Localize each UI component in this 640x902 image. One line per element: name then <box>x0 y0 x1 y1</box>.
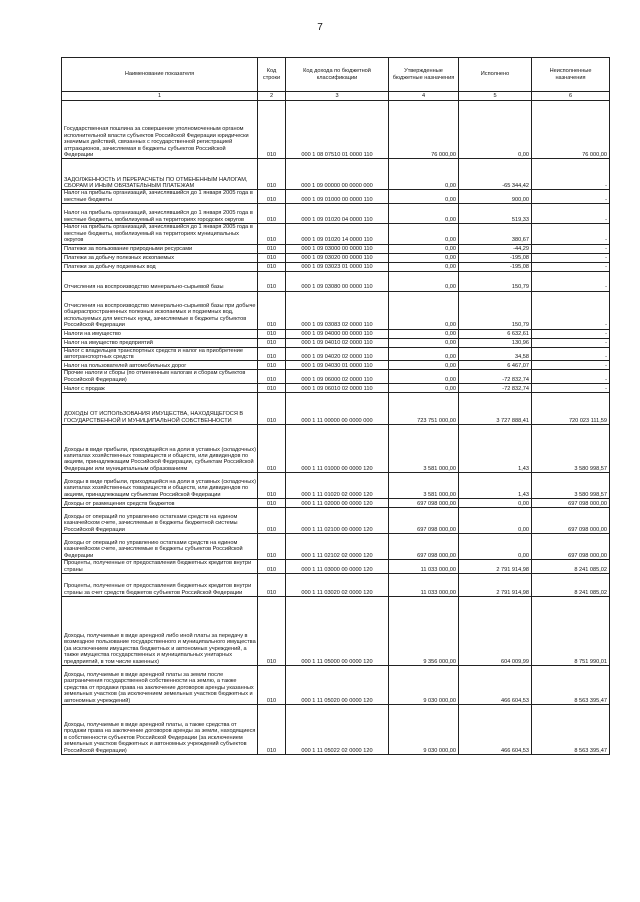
row-budget-code: 000 1 11 03020 02 0000 120 <box>286 574 389 597</box>
row-executed: 519,33 <box>459 204 532 224</box>
row-unexecuted: 8 563 395,47 <box>532 705 610 755</box>
row-budget-code: 000 1 11 00000 00 0000 000 <box>286 393 389 425</box>
row-budget-code: 000 1 09 03023 01 0000 110 <box>286 262 389 271</box>
row-line-code: 010 <box>258 393 286 425</box>
row-budget-code: 000 1 09 03080 00 0000 110 <box>286 271 389 291</box>
row-approved: 0,00 <box>389 291 459 329</box>
row-unexecuted: - <box>532 329 610 338</box>
row-name: Налог с продаж <box>62 384 258 393</box>
row-approved: 0,00 <box>389 384 459 393</box>
table-row <box>62 425 610 473</box>
row-budget-code: 000 1 09 04000 00 0000 110 <box>286 329 389 338</box>
row-budget-code: 000 1 09 03000 00 0000 110 <box>286 244 389 253</box>
row-unexecuted: - <box>532 347 610 361</box>
row-budget-code: 000 1 11 03000 00 0000 120 <box>286 560 389 574</box>
row-name: Платежи за добычу полезных ископаемых <box>62 253 258 262</box>
row-approved: 0,00 <box>389 338 459 347</box>
row-unexecuted: 8 751 990,01 <box>532 597 610 666</box>
row-unexecuted: 3 580 998,57 <box>532 473 610 499</box>
row-approved: 3 581 000,00 <box>389 473 459 499</box>
row-budget-code: 000 1 09 04030 01 0000 110 <box>286 361 389 370</box>
row-name: Налог на прибыль организаций, зачислявшийся до 1 января 2005 года в местные бюджеты, мобилизуемый на территориях городских округов <box>62 204 258 224</box>
header-line-code: Код строки <box>258 58 286 92</box>
table-row <box>62 393 610 425</box>
header-executed: Исполнено <box>459 58 532 92</box>
row-approved: 0,00 <box>389 224 459 244</box>
row-executed: 0,00 <box>459 499 532 508</box>
row-approved: 0,00 <box>389 329 459 338</box>
row-line-code: 010 <box>258 338 286 347</box>
row-unexecuted: 8 241 085,02 <box>532 574 610 597</box>
row-line-code: 010 <box>258 204 286 224</box>
header-approved: Утвержденные бюджетные назначения <box>389 58 459 92</box>
table-row <box>62 705 610 755</box>
row-name: Налог на прибыль организаций, зачислявшийся до 1 января 2005 года в местные бюджеты <box>62 190 258 204</box>
row-executed: 0,00 <box>459 508 532 534</box>
row-name: Налог на пользователей автомобильных дорог <box>62 361 258 370</box>
table-row <box>62 204 610 224</box>
row-line-code: 010 <box>258 384 286 393</box>
row-approved: 11 033 000,00 <box>389 560 459 574</box>
row-executed: -72 832,74 <box>459 384 532 393</box>
row-line-code: 010 <box>258 253 286 262</box>
row-approved: 0,00 <box>389 347 459 361</box>
row-approved: 0,00 <box>389 271 459 291</box>
header-classification-code: Код дохода по бюджетной классификации <box>286 58 389 92</box>
row-unexecuted: - <box>532 262 610 271</box>
row-budget-code: 000 1 08 07510 01 0000 110 <box>286 101 389 159</box>
row-name: Доходы в виде прибыли, приходящейся на доли в уставных (складочных) капиталах хозяйственных товариществ и обществ, или дивидендов по акциям, принадлежащим субъектам Российской Федерации <box>62 473 258 499</box>
row-unexecuted: - <box>532 244 610 253</box>
row-approved: 0,00 <box>389 159 459 190</box>
row-name: Платежи за добычу подземных вод <box>62 262 258 271</box>
row-name: Доходы в виде прибыли, приходящейся на доли в уставных (складочных) капиталах хозяйственных товариществ и обществ, или дивидендов по акциям, принадлежащим Российской Федерации, субъектам Российской Федерации или муниципальным образованиям <box>62 425 258 473</box>
row-budget-code: 000 1 11 01020 02 0000 120 <box>286 473 389 499</box>
table-row <box>62 560 610 574</box>
row-line-code: 010 <box>258 291 286 329</box>
row-line-code: 010 <box>258 101 286 159</box>
row-budget-code: 000 1 11 05020 00 0000 120 <box>286 666 389 705</box>
row-name: Налог на имущество предприятий <box>62 338 258 347</box>
table-row <box>62 244 610 253</box>
row-approved: 0,00 <box>389 370 459 384</box>
table-row <box>62 101 610 159</box>
row-unexecuted: - <box>532 384 610 393</box>
row-budget-code: 000 1 11 02000 00 0000 120 <box>286 499 389 508</box>
row-name: ЗАДОЛЖЕННОСТЬ И ПЕРЕРАСЧЕТЫ ПО ОТМЕНЕННЫМ НАЛОГАМ, СБОРАМ И ИНЫМ ОБЯЗАТЕЛЬНЫМ ПЛАТЕЖАМ <box>62 159 258 190</box>
row-budget-code: 000 1 11 02100 00 0000 120 <box>286 508 389 534</box>
table-row <box>62 534 610 560</box>
row-executed: 150,79 <box>459 291 532 329</box>
row-approved: 723 751 000,00 <box>389 393 459 425</box>
row-name: Налог с владельцев транспортных средств и налог на приобретение автотранспортных средств <box>62 347 258 361</box>
row-line-code: 010 <box>258 666 286 705</box>
table-row <box>62 291 610 329</box>
row-executed: 0,00 <box>459 101 532 159</box>
budget-revenue-table <box>61 57 610 755</box>
row-line-code: 010 <box>258 370 286 384</box>
row-unexecuted: - <box>532 338 610 347</box>
row-executed: 900,00 <box>459 190 532 204</box>
column-number: 3 <box>286 92 389 101</box>
row-budget-code: 000 1 09 04020 02 0000 110 <box>286 347 389 361</box>
row-unexecuted: - <box>532 370 610 384</box>
row-line-code: 010 <box>258 262 286 271</box>
row-executed: 604 009,99 <box>459 597 532 666</box>
row-budget-code: 000 1 09 01000 00 0000 110 <box>286 190 389 204</box>
table-row <box>62 190 610 204</box>
row-name: Доходы, получаемые в виде арендной либо иной платы за передачу в возмездное пользование государственного и муниципального имущества (за исключением имущества бюджетных и автономных учреждений, а также имущества государственных и муниципальных унитарных предприятий, в том числе казенных) <box>62 597 258 666</box>
column-number-row <box>62 92 610 101</box>
table-row <box>62 271 610 291</box>
table-row <box>62 347 610 361</box>
header-name: Наименование показателя <box>62 58 258 92</box>
table-row <box>62 361 610 370</box>
table-row <box>62 370 610 384</box>
row-unexecuted: - <box>532 253 610 262</box>
row-unexecuted: 76 000,00 <box>532 101 610 159</box>
row-name: Доходы, получаемые в виде арендной платы за земли после разграничения государственной собственности на землю, а также средства от продажи права на заключение договоров аренды указанных земельных участков (за исключением земельных участков бюджетных и автономных учреждений) <box>62 666 258 705</box>
column-number: 4 <box>389 92 459 101</box>
row-name: Отчисления на воспроизводство минерально-сырьевой базы <box>62 271 258 291</box>
row-name: Государственная пошлина за совершение уполномоченным органом исполнительной власти субъектов Российской Федерации юридически значимых действий, связанных с государственной регистрацией аттракционов, зачисляемая в бюджеты субъектов Российской Федерации <box>62 101 258 159</box>
row-name: Доходы от операций по управлению остатками средств на едином казначейском счете, зачисляемые в бюджеты бюджетной системы Российской Федерации <box>62 508 258 534</box>
row-line-code: 010 <box>258 425 286 473</box>
row-line-code: 010 <box>258 190 286 204</box>
row-budget-code: 000 1 09 06010 02 0000 110 <box>286 384 389 393</box>
row-executed: -44,29 <box>459 244 532 253</box>
row-executed: 130,96 <box>459 338 532 347</box>
row-unexecuted: 8 563 395,47 <box>532 666 610 705</box>
row-budget-code: 000 1 11 05000 00 0000 120 <box>286 597 389 666</box>
row-budget-code: 000 1 09 06000 02 0000 110 <box>286 370 389 384</box>
row-approved: 0,00 <box>389 204 459 224</box>
row-budget-code: 000 1 09 04010 02 0000 110 <box>286 338 389 347</box>
row-executed: 6 467,07 <box>459 361 532 370</box>
column-number: 6 <box>532 92 610 101</box>
row-budget-code: 000 1 11 05022 02 0000 120 <box>286 705 389 755</box>
row-approved: 697 098 000,00 <box>389 534 459 560</box>
row-executed: -195,08 <box>459 253 532 262</box>
row-approved: 3 581 000,00 <box>389 425 459 473</box>
row-executed: 0,00 <box>459 534 532 560</box>
row-line-code: 010 <box>258 534 286 560</box>
row-line-code: 010 <box>258 499 286 508</box>
table-row <box>62 508 610 534</box>
row-executed: -72 832,74 <box>459 370 532 384</box>
row-executed: 1,43 <box>459 425 532 473</box>
row-budget-code: 000 1 09 00000 00 0000 000 <box>286 159 389 190</box>
row-name: Проценты, полученные от предоставления бюджетных кредитов внутри страны за счет средств бюджетов субъектов Российской Федерации <box>62 574 258 597</box>
row-unexecuted: - <box>532 271 610 291</box>
row-line-code: 010 <box>258 347 286 361</box>
table-row <box>62 384 610 393</box>
row-approved: 9 356 000,00 <box>389 597 459 666</box>
row-executed: 34,58 <box>459 347 532 361</box>
row-approved: 11 033 000,00 <box>389 574 459 597</box>
row-name: Платежи за пользование природными ресурсами <box>62 244 258 253</box>
row-unexecuted: - <box>532 361 610 370</box>
row-name: Отчисления на воспроизводство минерально-сырьевой базы при добыче общераспространенных полезных ископаемых и подземных вод, используемых для местных нужд, зачисляемые в бюджеты субъектов Российской Федерации <box>62 291 258 329</box>
row-unexecuted: 720 023 111,59 <box>532 393 610 425</box>
row-unexecuted: - <box>532 190 610 204</box>
row-line-code: 010 <box>258 508 286 534</box>
row-executed: 380,67 <box>459 224 532 244</box>
table-row <box>62 597 610 666</box>
table-row <box>62 159 610 190</box>
table-row <box>62 329 610 338</box>
row-unexecuted: 3 580 998,57 <box>532 425 610 473</box>
row-executed: 3 727 888,41 <box>459 393 532 425</box>
table-row <box>62 574 610 597</box>
row-name: Налоги на имущество <box>62 329 258 338</box>
row-line-code: 010 <box>258 597 286 666</box>
row-executed: -65 344,42 <box>459 159 532 190</box>
row-approved: 0,00 <box>389 253 459 262</box>
row-unexecuted: 697 098 000,00 <box>532 508 610 534</box>
row-name: Доходы от размещения средств бюджетов <box>62 499 258 508</box>
row-line-code: 010 <box>258 244 286 253</box>
row-executed: -195,08 <box>459 262 532 271</box>
header-row <box>62 58 610 92</box>
row-budget-code: 000 1 09 01020 04 0000 110 <box>286 204 389 224</box>
row-executed: 2 791 914,98 <box>459 560 532 574</box>
row-line-code: 010 <box>258 159 286 190</box>
column-number: 5 <box>459 92 532 101</box>
row-unexecuted: - <box>532 291 610 329</box>
row-line-code: 010 <box>258 361 286 370</box>
row-line-code: 010 <box>258 705 286 755</box>
row-executed: 466 604,53 <box>459 705 532 755</box>
header-unexecuted: Неисполненные назначения <box>532 58 610 92</box>
row-approved: 76 000,00 <box>389 101 459 159</box>
table-row <box>62 253 610 262</box>
row-executed: 1,43 <box>459 473 532 499</box>
row-unexecuted: 8 241 085,02 <box>532 560 610 574</box>
table-row <box>62 666 610 705</box>
row-approved: 0,00 <box>389 262 459 271</box>
row-unexecuted: 697 098 000,00 <box>532 499 610 508</box>
row-budget-code: 000 1 09 03083 02 0000 110 <box>286 291 389 329</box>
row-approved: 0,00 <box>389 244 459 253</box>
row-approved: 0,00 <box>389 361 459 370</box>
row-executed: 466 604,53 <box>459 666 532 705</box>
row-budget-code: 000 1 11 01000 00 0000 120 <box>286 425 389 473</box>
table-row <box>62 499 610 508</box>
row-line-code: 010 <box>258 329 286 338</box>
row-approved: 9 030 000,00 <box>389 705 459 755</box>
row-line-code: 010 <box>258 574 286 597</box>
page-number: 7 <box>317 22 323 33</box>
row-name: ДОХОДЫ ОТ ИСПОЛЬЗОВАНИЯ ИМУЩЕСТВА, НАХОДЯЩЕГОСЯ В ГОСУДАРСТВЕННОЙ И МУНИЦИПАЛЬНОЙ СОБСТВЕННОСТИ <box>62 393 258 425</box>
table-row <box>62 473 610 499</box>
row-approved: 697 098 000,00 <box>389 499 459 508</box>
row-unexecuted: - <box>532 204 610 224</box>
row-name: Проценты, полученные от предоставления бюджетных кредитов внутри страны <box>62 560 258 574</box>
row-unexecuted: - <box>532 224 610 244</box>
row-line-code: 010 <box>258 271 286 291</box>
table-row <box>62 262 610 271</box>
table-row <box>62 338 610 347</box>
row-budget-code: 000 1 11 02102 02 0000 120 <box>286 534 389 560</box>
row-budget-code: 000 1 09 01020 14 0000 110 <box>286 224 389 244</box>
row-line-code: 010 <box>258 473 286 499</box>
row-approved: 9 030 000,00 <box>389 666 459 705</box>
row-unexecuted: 697 098 000,00 <box>532 534 610 560</box>
row-line-code: 010 <box>258 224 286 244</box>
row-unexecuted: - <box>532 159 610 190</box>
column-number: 2 <box>258 92 286 101</box>
row-approved: 697 098 000,00 <box>389 508 459 534</box>
row-executed: 150,79 <box>459 271 532 291</box>
row-executed: 2 791 914,98 <box>459 574 532 597</box>
row-name: Доходы от операций по управлению остатками средств на едином казначейском счете, зачисляемые в бюджеты субъектов Российской Федерации <box>62 534 258 560</box>
column-number: 1 <box>62 92 258 101</box>
row-approved: 0,00 <box>389 190 459 204</box>
row-executed: 6 632,61 <box>459 329 532 338</box>
row-name: Доходы, получаемые в виде арендной платы, а также средства от продажи права на заключение договоров аренды за земли, находящиеся в собственности субъектов Российской Федерации (за исключением земельных участков бюджетных и автономных учреждений субъектов Российской Федерации) <box>62 705 258 755</box>
row-name: Прочие налоги и сборы (по отмененным налогам и сборам субъектов Российской Федерации) <box>62 370 258 384</box>
row-budget-code: 000 1 09 03020 00 0000 110 <box>286 253 389 262</box>
row-name: Налог на прибыль организаций, зачислявшийся до 1 января 2005 года в местные бюджеты, мобилизуемый на территориях муниципальных округов <box>62 224 258 244</box>
row-line-code: 010 <box>258 560 286 574</box>
table-row <box>62 224 610 244</box>
